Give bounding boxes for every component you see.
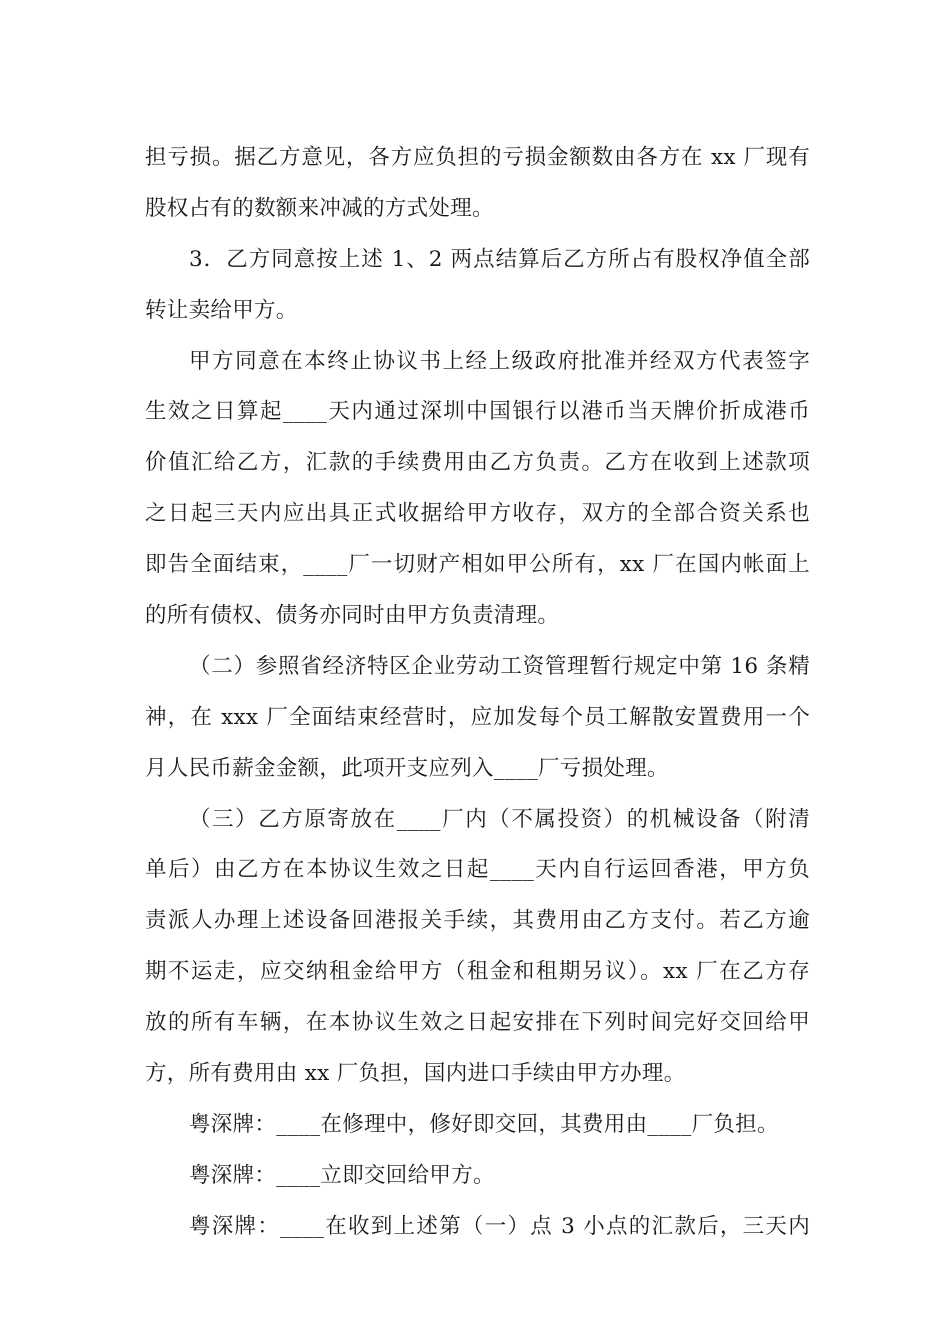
- text-line: 放的所有车辆，在本协议生效之日起安排在下列时间完好交回给甲: [145, 1010, 810, 1036]
- text-line: （二）参照省经济特区企业劳动工资管理暂行规定中第 16 条精: [189, 653, 810, 679]
- document-body: [145, 133, 810, 1253]
- text-line: 单后）由乙方在本协议生效之日起____天内自行运回香港，甲方负: [145, 857, 810, 883]
- text-line: 神，在 xxx 厂全面结束经营时，应加发每个员工解散安置费用一个: [145, 704, 810, 730]
- text-line: 股权占有的数额来冲减的方式处理。: [145, 195, 494, 221]
- text-line: 粤深牌：____在收到上述第（一）点 3 小点的汇款后，三天内: [189, 1213, 810, 1239]
- text-line: 期不运走，应交纳租金给甲方（租金和租期另议）。xx 厂在乙方存: [145, 959, 810, 985]
- text-line: 粤深牌：____立即交回给甲方。: [189, 1162, 495, 1188]
- text-line: 粤深牌：____在修理中，修好即交回，其费用由____厂负担。: [189, 1111, 779, 1137]
- text-line: 转让卖给甲方。: [145, 297, 298, 323]
- text-line: 月人民币薪金金额，此项开支应列入____厂亏损处理。: [145, 755, 669, 781]
- text-line: 责派人办理上述设备回港报关手续，其费用由乙方支付。若乙方逾: [145, 908, 810, 934]
- text-line: 即告全面结束，____厂一切财产相如甲公所有，xx 厂在国内帐面上: [145, 552, 810, 578]
- text-line: （三）乙方原寄放在____厂内（不属投资）的机械设备（附清: [189, 806, 810, 832]
- text-line: 价值汇给乙方，汇款的手续费用由乙方负责。乙方在收到上述款项: [145, 450, 810, 476]
- text-line: 方，所有费用由 xx 厂负担，国内进口手续由甲方办理。: [145, 1061, 686, 1087]
- text-line: 甲方同意在本终止协议书上经上级政府批准并经双方代表签字: [189, 348, 810, 374]
- text-line: 之日起三天内应出具正式收据给甲方收存，双方的全部合资关系也: [145, 501, 810, 527]
- text-line: 担亏损。据乙方意见，各方应负担的亏损金额数由各方在 xx 厂现有: [145, 145, 810, 170]
- text-line: 生效之日算起____天内通过深圳中国银行以港币当天牌价折成港币: [145, 399, 810, 425]
- text-line: 的所有债权、债务亦同时由甲方负责清理。: [145, 603, 560, 629]
- text-line: 3．乙方同意按上述 1、2 两点结算后乙方所占有股权净值全部: [189, 246, 810, 272]
